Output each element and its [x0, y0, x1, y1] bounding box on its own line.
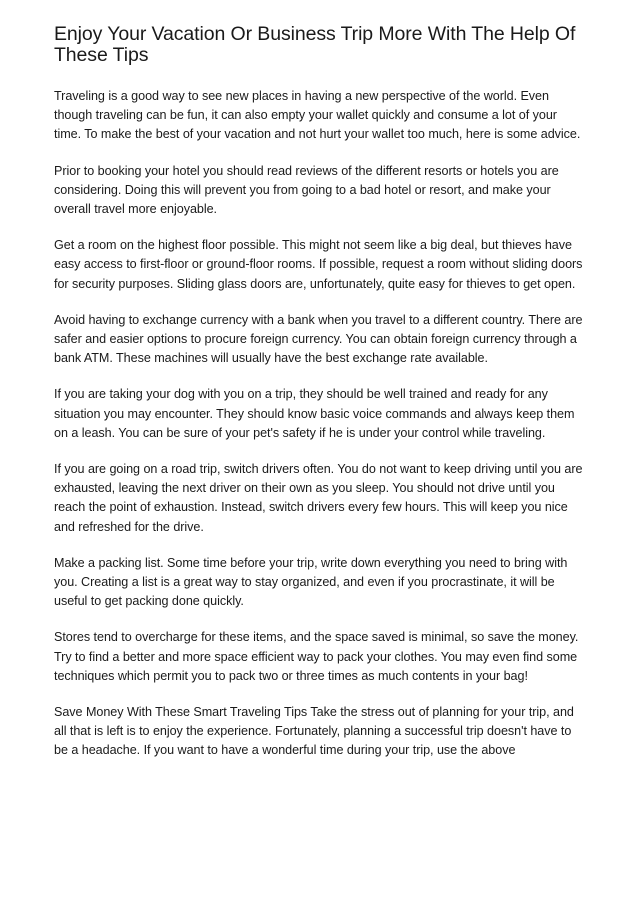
paragraph: Avoid having to exchange currency with a bank when you travel to a different country. There are safer and easier options to procure foreign currency. You can obtain foreign currency through a bank ATM. These machines will usually have the best exchange rate available. — [54, 312, 583, 366]
paragraph: Make a packing list. Some time before your trip, write down everything you need to bring with you. Creating a list is a great way to stay organized, and even if you procrastinate, it will be useful to get packing done quickly. — [54, 555, 568, 609]
paragraph: Traveling is a good way to see new places in having a new perspective of the world. Even though traveling can be fun, it can also empty your wallet quickly and consume a lot of your time. To make the best of your vacation and not hurt your wallet too much, here is some advice. — [54, 89, 581, 142]
document-page — [54, 24, 586, 778]
paragraph: If you are going on a road trip, switch drivers often. You do not want to keep driving until you are exhausted, leaving the next driver on their own as you sleep. You should not drive until you reach the point of exhaustion. Instead, switch drivers every few hours. This will keep you nice and refreshed for the drive. — [54, 462, 583, 534]
document-title: Enjoy Your Vacation Or Business Trip More With The Help Of These Tips — [54, 23, 576, 66]
paragraph: Save Money With These Smart Traveling Tips Take the stress out of planning for your trip, and all that is left is to enjoy the experience. Fortunately, planning a successful trip doesn't have to be a headache. If you want to have a wonderful time during your trip, use the above — [54, 705, 574, 758]
paragraph: Prior to booking your hotel you should read reviews of the different resorts or hotels you are considering. Doing this will prevent you from going to a bad hotel or resort, and make your overall travel more enjoyable. — [54, 163, 559, 217]
paragraph: If you are taking your dog with you on a trip, they should be well trained and ready for any situation you may encounter. They should know basic voice commands and always keep them on a leash. You can be sure of your pet's safety if he is under your control while traveling. — [54, 387, 575, 440]
paragraph: Get a room on the highest floor possible. This might not seem like a big deal, but thieves have easy access to first-floor or ground-floor rooms. If possible, request a room without sliding doors for security purposes. Sliding glass doors are, unfortunately, quite easy for thieves to get open. — [54, 238, 583, 291]
paragraph: Stores tend to overcharge for these items, and the space saved is minimal, so save the money. Try to find a better and more space efficient way to pack your clothes. You may even find some techniques which permit you to pack two or three times as much contents in your bag! — [54, 630, 579, 683]
